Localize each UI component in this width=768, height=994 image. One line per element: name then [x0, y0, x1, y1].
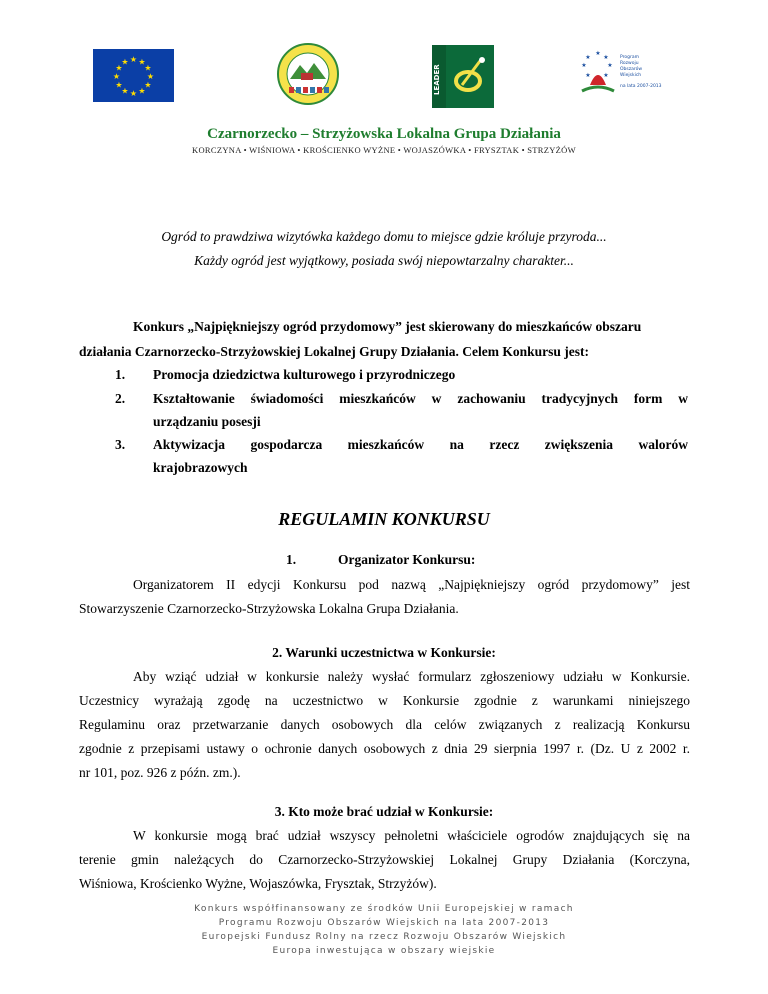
section-2-line-4: zgodnie z przepisami ustawy o ochronie danych osobowych z dnia 29 sierpnia 1997 r. (Dz. U z 2002 r. [79, 741, 690, 756]
prow-logo-icon [576, 45, 666, 103]
section-2-line-3: Regulaminu oraz przetwarzanie danych osobowych dla celów związanych z realizacją Konkursu [79, 717, 690, 732]
svg-text:★: ★ [121, 86, 129, 96]
section-3-heading: 3. Kto może brać udział w Konkursie: [274, 804, 494, 819]
section-1-line-2: Stowarzyszenie Czarnorzecko-Strzyżowska Lokalna Grupa Działania. [79, 601, 459, 616]
footer-line-4: Europa inwestująca w obszary wiejskie [272, 946, 496, 956]
prow-caption-1: Program [620, 55, 639, 60]
svg-text:★: ★ [129, 89, 138, 98]
prow-caption-2: Rozwoju [620, 61, 639, 66]
section-1-heading: Organizator Konkursu: [338, 552, 476, 567]
goal-2-text-cont: urządzaniu posesji [153, 414, 261, 429]
section-1-line-1: Organizatorem II edycji Konkursu pod nazwą „Najpiękniejszy ogród przydomowy” jest [133, 577, 690, 592]
contest-line-2: działania Czarnorzecko-Strzyżowskiej Lokalnej Grupy Działania. Celem Konkursu jest: [79, 344, 589, 359]
lgd-emblem-icon [269, 43, 347, 106]
section-2-line-2: Uczestnicy wyrażają zgodę na uczestnictwo w Konkursie zgodnie z warunkami niniejszego [79, 693, 690, 708]
section-2-heading: 2. Warunki uczestnictwa w Konkursie: [272, 645, 496, 660]
svg-text:★: ★ [595, 50, 601, 57]
svg-text:★: ★ [581, 62, 587, 69]
prow-caption-5: na lata 2007-2013 [620, 84, 662, 89]
goal-1-text: Promocja dziedzictwa kulturowego i przyrodniczego [153, 367, 456, 382]
leader-caption: LEADER [433, 64, 441, 95]
goal-2-text: Kształtowanie świadomości mieszkańców w zachowaniu tradycyjnych form w [153, 391, 688, 406]
contest-line-1: Konkurs „Najpiękniejszy ogród przydomowy” jest skierowany do mieszkańców obszaru [133, 319, 642, 334]
regulamin-title: REGULAMIN KONKURSU [278, 509, 490, 529]
section-3-line-1: W konkursie mogą brać udział wszyscy pełnoletni właściciele ogrodów znajdujących się na [133, 828, 690, 843]
prow-caption-3: Obszarów [620, 67, 643, 72]
svg-text:★: ★ [603, 72, 609, 79]
svg-text:★: ★ [121, 57, 129, 67]
svg-text:★: ★ [144, 80, 152, 90]
org-title: Czarnorzecko – Strzyżowska Lokalna Grupa Działania [207, 126, 561, 142]
goal-2-number: 2. [115, 391, 126, 406]
svg-text:★: ★ [607, 62, 613, 69]
eu-flag-icon [93, 49, 174, 102]
leader-logo-icon [432, 45, 494, 108]
prow-caption-4: Wiejskich [620, 73, 642, 78]
svg-text:★: ★ [138, 57, 146, 67]
footer-line-2: Programu Rozwoju Obszarów Wiejskich na lata 2007-2013 [218, 918, 550, 928]
svg-text:★: ★ [146, 72, 155, 81]
svg-text:★: ★ [115, 80, 123, 90]
svg-text:★: ★ [603, 54, 609, 61]
footer-line-1: Konkurs współfinansowany ze środków Unii Europejskiej w ramach [194, 904, 574, 914]
section-3-line-3: Wiśniowa, Krościenko Wyżne, Wojaszówka, Frysztak, Strzyżów). [79, 876, 437, 891]
svg-text:★: ★ [115, 63, 123, 73]
intro-line-1: Ogród to prawdziwa wizytówka każdego domu to miejsce gdzie króluje przyroda... [161, 229, 607, 244]
svg-text:★: ★ [138, 86, 146, 96]
section-2-line-1: Aby wziąć udział w konkursie należy wysłać formularz zgłoszeniowy udziału w Konkursie. [133, 669, 690, 684]
section-3-line-2: terenie gmin należących do Czarnorzecko-Strzyżowskiej Lokalnej Grupy Działania (Korczyna, [79, 852, 690, 867]
svg-text:★: ★ [112, 72, 121, 81]
goal-3-text-cont: krajobrazowych [153, 460, 248, 475]
svg-text:★: ★ [144, 63, 152, 73]
svg-text:★: ★ [129, 55, 138, 64]
goal-3-text: Aktywizacja gospodarcza mieszkańców na rzecz zwiększenia walorów [153, 437, 688, 452]
svg-text:★: ★ [585, 72, 591, 79]
intro-line-2: Każdy ogród jest wyjątkowy, posiada swój niepowtarzalny charakter... [194, 253, 574, 268]
footer-line-3: Europejski Fundusz Rolny na rzecz Rozwoju Obszarów Wiejskich [201, 932, 567, 942]
goal-3-number: 3. [115, 437, 126, 452]
section-1-number: 1. [286, 552, 297, 567]
svg-text:★: ★ [585, 54, 591, 61]
org-subtitle: KORCZYNA • WIŚNIOWA • KROŚCIENKO WYŻNE • WOJASZÓWKA • FRYSZTAK • STRZYŻÓW [192, 145, 576, 155]
section-2-line-5: nr 101, poz. 926 z późn. zm.). [79, 765, 241, 780]
goal-1-number: 1. [115, 367, 126, 382]
